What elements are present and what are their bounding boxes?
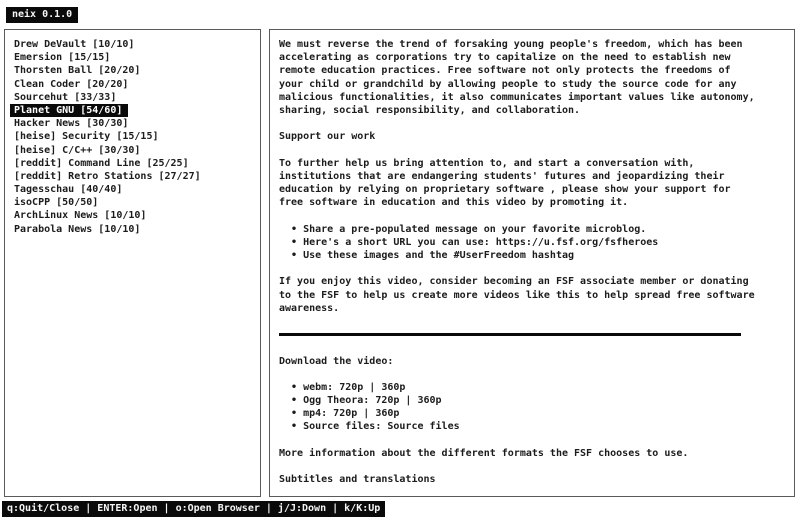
article-line: to the FSF to help us create more videos like this to help spread free software: [279, 289, 755, 301]
feed-item-label: Sourcehut [33/33]: [14, 91, 117, 103]
feed-item-label: Parabola News [10/10]: [14, 223, 141, 235]
feed-item[interactable]: [5, 78, 260, 91]
feed-item[interactable]: [5, 157, 260, 170]
feed-item-label: [reddit] Retro Stations [27/27]: [14, 170, 201, 182]
article-line: • Source files: Source files: [279, 421, 460, 433]
blank-line: [279, 144, 785, 157]
feed-item-label: [heise] C/C++ [30/30]: [14, 144, 141, 156]
article-line: Support our work: [279, 131, 376, 143]
article-line: free software in education and this video by promoting it.: [279, 197, 629, 209]
feed-item[interactable]: [5, 64, 260, 77]
article-line: sharing, social responsibility, and collaboration.: [279, 104, 581, 116]
feed-item[interactable]: [5, 130, 260, 143]
feed-item-selected[interactable]: [5, 104, 260, 117]
article-line: • Ogg Theora: 720p | 360p: [279, 395, 442, 407]
feed-item[interactable]: [5, 51, 260, 64]
article-line: If you enjoy this video, consider becoming an FSF associate member or donating: [279, 276, 749, 288]
feed-item-label: [reddit] Command Line [25/25]: [14, 157, 189, 169]
feed-item-label: ArchLinux News [10/10]: [14, 210, 147, 222]
feed-item[interactable]: [5, 209, 260, 222]
blank-line: [279, 434, 785, 447]
feed-item[interactable]: [5, 91, 260, 104]
article-line: To further help us bring attention to, and start a conversation with,: [279, 157, 695, 169]
article-panel[interactable]: [269, 29, 795, 497]
article-line: accelerating as corporations try to capitalize on the need to establish new: [279, 52, 731, 64]
article-line: remote education practices. Free software not only protects the freedoms of: [279, 65, 731, 77]
article-line: • Here's a short URL you can use: https://u.fsf.org/fsfheroes: [279, 236, 659, 248]
article-line: • webm: 720p | 360p: [279, 381, 406, 393]
feed-item-label: Emersion [15/15]: [14, 52, 111, 64]
feed-item[interactable]: [5, 117, 260, 130]
blank-line: [279, 315, 785, 328]
article-line: malicious functionalities, it also communicates important values like autonomy,: [279, 91, 755, 103]
blank-line: [279, 117, 785, 130]
article-line: education by relying on proprietary software , please show your support for: [279, 184, 731, 196]
article-line: We must reverse the trend of forsaking young people's freedom, which has been: [279, 39, 743, 50]
feed-item-label: Tagesschau [40/40]: [14, 184, 123, 196]
feed-item[interactable]: [5, 196, 260, 209]
blank-line: [279, 460, 785, 473]
article-line: More information about the different formats the FSF chooses to use.: [279, 447, 689, 459]
app-title: neix 0.1.0: [6, 7, 78, 23]
article-line: • Share a pre-populated message on your favorite microblog.: [279, 223, 647, 235]
article-line: awareness.: [279, 302, 340, 314]
feed-item-label: Thorsten Ball [20/20]: [14, 65, 141, 77]
article-line: your child or grandchild by allowing people to study the source code for any: [279, 78, 737, 90]
article-line: institutions that are endangering students' futures and jeopardizing their: [279, 170, 725, 182]
feed-item[interactable]: [5, 170, 260, 183]
blank-line: [279, 262, 785, 275]
article-line: Subtitles and translations: [279, 474, 436, 486]
blank-line: [279, 368, 785, 381]
feed-item[interactable]: [5, 144, 260, 157]
blank-line: [279, 341, 785, 354]
feed-item-label: Hacker News [30/30]: [14, 118, 129, 130]
status-bar: q:Quit/Close | ENTER:Open | o:Open Browser | j/J:Down | k/K:Up: [2, 501, 385, 517]
feed-item[interactable]: [5, 183, 260, 196]
horizontal-rule-bar: [279, 333, 741, 336]
feed-item-label: isoCPP [50/50]: [14, 197, 99, 209]
feed-item-label: Clean Coder [20/20]: [14, 78, 129, 90]
feed-item-label: [heise] Security [15/15]: [14, 131, 159, 143]
feed-list-panel: [4, 29, 261, 497]
blank-line: [279, 209, 785, 222]
feed-item[interactable]: [5, 38, 260, 51]
article-line: • mp4: 720p | 360p: [279, 408, 400, 420]
feed-item-label: Planet GNU [54/60]: [10, 104, 128, 117]
article-line: • Use these images and the #UserFreedom hashtag: [279, 250, 575, 261]
feed-item[interactable]: [5, 223, 260, 236]
horizontal-rule: [279, 328, 785, 341]
article-line: Download the video:: [279, 355, 394, 367]
feed-item-label: Drew DeVault [10/10]: [14, 39, 135, 50]
